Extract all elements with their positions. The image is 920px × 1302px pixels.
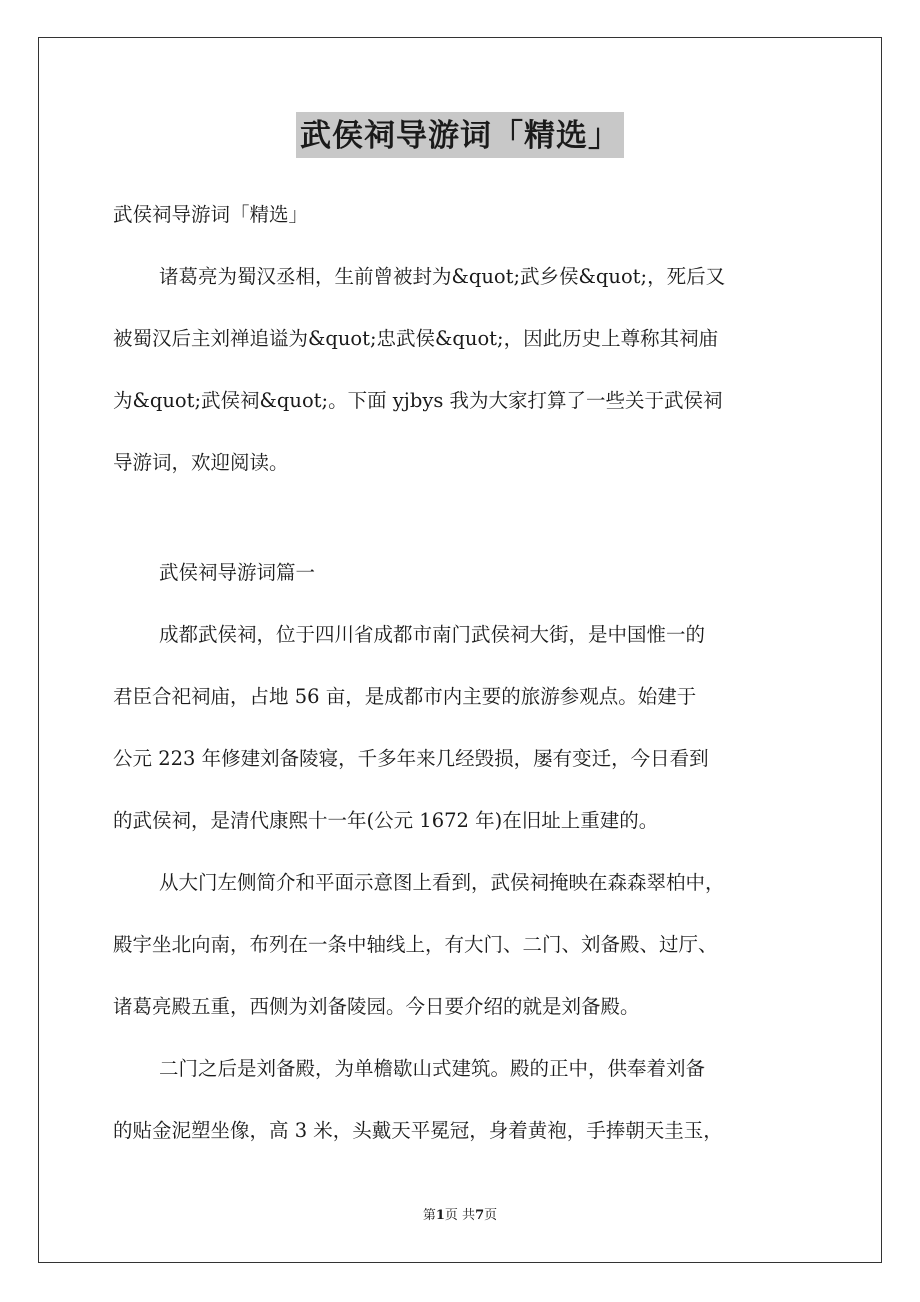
blank-line: [113, 494, 813, 542]
paragraph-line: 二门之后是刘备殿，为单檐歇山式建筑。殿的正中，供奉着刘备: [159, 1057, 706, 1080]
paragraph-line: 成都武侯祠，位于四川省成都市南门武侯祠大街，是中国惟一的: [159, 623, 706, 646]
paragraph-line: 殿宇坐北向南，布列在一条中轴线上，有大门、二门、刘备殿、过厅、: [113, 933, 718, 956]
document-body: [113, 184, 813, 1162]
footer-page-prefix: 第: [422, 1208, 436, 1223]
paragraph-line: 公元 223 年修建刘备陵寝，千多年来几经毁损，屡有变迁，今日看到: [113, 747, 709, 770]
paragraph-line: 的武侯祠，是清代康熙十一年(公元 1672 年)在旧址上重建的。: [113, 809, 659, 832]
paragraph: [113, 1038, 813, 1162]
paragraph-line: 的贴金泥塑坐像，高 3 米，头戴天平冕冠，身着黄袍，手捧朝天圭玉，: [113, 1119, 723, 1142]
intro-line: 导游词，欢迎阅读。: [113, 451, 289, 474]
intro-paragraph: [113, 246, 813, 494]
footer-page-total: 7: [475, 1208, 485, 1223]
paragraph: [113, 604, 813, 852]
footer-page-suffix: 页: [484, 1208, 498, 1223]
title-wrap: [0, 112, 920, 158]
paragraph: [113, 852, 813, 1038]
footer-page-number: 1: [435, 1208, 445, 1223]
paragraph-line: 君臣合祀祠庙，占地 56 亩，是成都市内主要的旅游参观点。始建于: [113, 685, 697, 708]
document-title: 武侯祠导游词「精选」: [296, 112, 624, 158]
intro-line: 诸葛亮为蜀汉丞相，生前曾被封为&quot;武乡侯&quot;，死后又: [159, 265, 726, 288]
intro-line: 被蜀汉后主刘禅追谥为&quot;忠武侯&quot;，因此历史上尊称其祠庙: [113, 327, 719, 350]
page-footer: [0, 1206, 920, 1226]
subtitle: 武侯祠导游词「精选」: [113, 203, 309, 226]
footer-page-mid: 页 共: [444, 1208, 476, 1223]
paragraph-line: 从大门左侧简介和平面示意图上看到，武侯祠掩映在森森翠柏中，: [159, 871, 725, 894]
intro-line: 为&quot;武侯祠&quot;。下面 yjbys 我为大家打算了一些关于武侯祠: [113, 389, 723, 412]
paragraph-line: 诸葛亮殿五重，西侧为刘备陵园。今日要介绍的就是刘备殿。: [113, 995, 640, 1018]
section-heading: 武侯祠导游词篇一: [159, 561, 316, 584]
